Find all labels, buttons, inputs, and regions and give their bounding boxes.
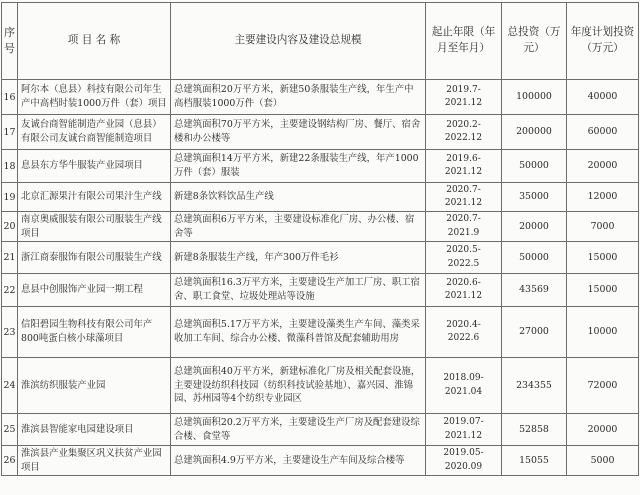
row-period: [426, 80, 502, 115]
table-row: [2, 274, 639, 307]
row-total: 50000: [502, 150, 567, 183]
row-name: 淮滨县智能家电园建设项目: [18, 414, 171, 446]
table-row: [2, 150, 639, 183]
row-total: 27000: [502, 307, 567, 358]
table-row: [2, 307, 639, 358]
row-annual: 72000: [567, 358, 639, 414]
row-total: 20000: [502, 212, 567, 242]
table-row: [2, 212, 639, 242]
row-total: 15055: [502, 446, 567, 476]
row-seq: 19: [2, 183, 18, 212]
row-content: 新建8条服装生产线，年产300万件毛衫: [171, 242, 426, 274]
header-period: 起止年限（年月至年月）: [426, 3, 502, 80]
row-seq: 17: [2, 115, 18, 150]
row-name: 阿尔本（息县）科技有限公司年生产中高档时装1000万件（套）项目: [18, 80, 171, 115]
row-end: 2022.5: [447, 258, 480, 269]
row-end: 2021.12: [444, 98, 483, 108]
row-period: [426, 115, 502, 150]
row-annual: 5000: [567, 446, 639, 476]
row-period: [426, 414, 502, 446]
row-annual: 20000: [567, 150, 639, 183]
row-seq: 25: [2, 414, 18, 446]
table-row: [2, 115, 639, 150]
row-period: [426, 212, 502, 242]
row-end: 2021.12: [444, 291, 483, 301]
row-period: [426, 446, 502, 476]
row-period: [426, 274, 502, 307]
row-seq: 16: [2, 80, 18, 115]
row-total: 200000: [502, 115, 567, 150]
row-total: 35000: [502, 183, 567, 212]
row-start: 2019.07-: [443, 417, 484, 428]
row-name: 浙江商泰服饰有限公司服装生产线: [18, 242, 171, 274]
row-annual: 10000: [567, 307, 639, 358]
row-end: 2021.9: [447, 227, 480, 238]
row-period: [426, 183, 502, 212]
row-annual: 40000: [567, 80, 639, 115]
row-end: 2021.04: [444, 386, 483, 397]
header-content: 主要建设内容及建设总规模: [171, 3, 426, 80]
row-annual: 15000: [567, 274, 639, 307]
row-end: 2020.09: [444, 461, 483, 472]
table-row: [2, 414, 639, 446]
row-content: 总建筑面积4.9万平方米，主要建设生产车间及综合楼等: [171, 446, 426, 476]
row-start: 2020.6-: [446, 277, 481, 288]
table-row: [2, 80, 639, 115]
row-end: 2022.12: [444, 133, 483, 143]
row-start: 2019.05-: [443, 448, 484, 459]
header-row: [2, 3, 639, 80]
row-content: 总建筑面积40万平方米，新建标准化厂房及相关配套设施，主要建设纺织科技园（纺织科技试验基地）、嘉兴园、淮锦园、苏州园等4个纺织专业园区: [171, 358, 426, 414]
row-start: 2019.6-: [446, 153, 481, 164]
header-seq: 序号: [2, 3, 18, 80]
row-content: 总建筑面积70万平方米，主要建设钢结构厂房、餐厅、宿舍楼和办公楼等: [171, 115, 426, 150]
row-name: 淮滨县产业集聚区巩义扶贫产业园项目: [18, 446, 171, 476]
row-period: [426, 242, 502, 274]
row-seq: 20: [2, 212, 18, 242]
row-name: 淮滨纺织服装产业园: [18, 358, 171, 414]
row-content: 总建筑面积14万平方米，新建22条服装生产线，年产1000万件（套）服装: [171, 150, 426, 183]
row-name: 北京汇源果汁有限公司果汁生产线: [18, 183, 171, 212]
row-start: 2020.7-: [446, 184, 481, 195]
row-seq: 18: [2, 150, 18, 183]
table-row: [2, 446, 639, 476]
row-name: 息县东方华牛服装产业园项目: [18, 150, 171, 183]
row-annual: 12000: [567, 183, 639, 212]
row-end: 2021.12: [444, 198, 483, 208]
row-seq: 26: [2, 446, 18, 476]
row-total: 52858: [502, 414, 567, 446]
row-start: 2020.4-: [446, 319, 481, 330]
row-name: 友诚台商智能制造产业园（息县）有限公司友诚台商智能制造项目: [18, 115, 171, 150]
row-end: 2021.12: [444, 430, 483, 441]
row-start: 2020.2-: [446, 119, 481, 130]
row-start: 2019.7-: [446, 84, 481, 95]
row-content: 总建筑面积20.2万平方米，主要建设生产厂房及配套建设综合楼、食堂等: [171, 414, 426, 446]
row-start: 2020.5-: [446, 245, 481, 256]
row-seq: 24: [2, 358, 18, 414]
header-total: 总投资（万元）: [502, 3, 567, 80]
row-end: 2021.12: [444, 167, 483, 177]
row-annual: 7000: [567, 212, 639, 242]
row-seq: 23: [2, 307, 18, 358]
header-annual: 年度计划投资（万元）: [567, 3, 639, 80]
header-name: 项 目 名 称: [18, 3, 171, 80]
row-end: 2022.6: [447, 333, 480, 343]
row-total: 43569: [502, 274, 567, 307]
row-seq: 21: [2, 242, 18, 274]
row-content: 总建筑面积16.3万平方米，主要建设生产加工厂房、职工宿舍、职工食堂、垃圾处理站等设施: [171, 274, 426, 307]
row-total: 234355: [502, 358, 567, 414]
row-annual: 20000: [567, 414, 639, 446]
row-total: 100000: [502, 80, 567, 115]
table-row: [2, 242, 639, 274]
row-start: 2018.09-: [443, 373, 484, 384]
row-name: 息县中创服饰产业园一期工程: [18, 274, 171, 307]
row-start: 2020.7-: [446, 214, 481, 225]
row-content: 总建筑面积5.17万平方米，主要建设藻类生产车间、藻类采收加工车间、综合办公楼、微藻科普馆及配套辅助用房: [171, 307, 426, 358]
row-annual: 60000: [567, 115, 639, 150]
row-period: [426, 307, 502, 358]
row-content: 总建筑面积20万平方米，新建50条服装生产线，年生产中高档服装1000万件（套）: [171, 80, 426, 115]
row-seq: 22: [2, 274, 18, 307]
row-content: 总建筑面积6万平方米，主要建设标准化厂房、办公楼、宿舍等: [171, 212, 426, 242]
row-period: [426, 150, 502, 183]
row-content: 新建8条饮料饮品生产线: [171, 183, 426, 212]
row-annual: 15000: [567, 242, 639, 274]
row-name: 南京奥威服装有限公司服装生产线项目: [18, 212, 171, 242]
table-row: [2, 183, 639, 212]
row-name: 信阳碧园生物科技有限公司年产800吨蛋白核小球藻项目: [18, 307, 171, 358]
row-total: 50000: [502, 242, 567, 274]
project-table: [1, 2, 639, 476]
row-period: [426, 358, 502, 414]
table-row: [2, 358, 639, 414]
